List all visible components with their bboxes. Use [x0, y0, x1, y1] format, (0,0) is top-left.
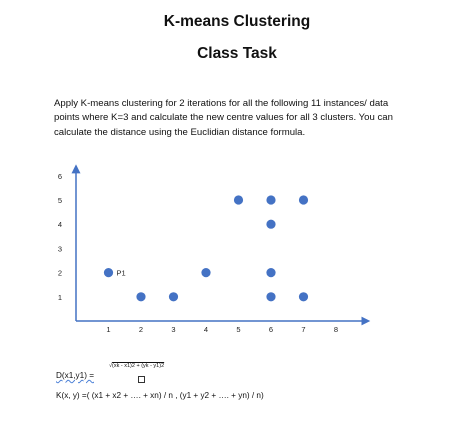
data-point: [104, 268, 113, 277]
sqrt-symbol: √: [109, 363, 113, 369]
page-subtitle: Class Task: [197, 45, 277, 62]
y-tick-label: 1: [57, 292, 62, 302]
distance-formula: [56, 371, 94, 380]
data-point: [136, 292, 145, 301]
data-point: [266, 292, 275, 301]
y-tick-label: 4: [57, 220, 62, 230]
y-tick-label: 3: [57, 244, 62, 254]
data-point: [299, 292, 308, 301]
distance-radicand: (xk - x1)2 + (yk - y1)2: [112, 363, 165, 369]
centroid-formula: [56, 391, 264, 400]
x-tick-label: 6: [268, 325, 274, 334]
data-point: [266, 195, 275, 204]
x-tick-label: 5: [236, 325, 241, 334]
placeholder-box: [138, 376, 145, 383]
y-tick-label: 5: [57, 196, 62, 205]
centroid-text: K(x, y) =( (x1 + x2 + …. + xn) / n , (y1 + y2 + …. + yn) / n): [56, 391, 264, 400]
data-point: [169, 292, 178, 301]
instructions-line: points where K=3 and calculate the new centre values for all 3 clusters. You can: [54, 112, 393, 124]
data-point: [266, 268, 275, 277]
data-point: [299, 195, 308, 204]
y-tick-label: 6: [57, 171, 62, 181]
x-tick-label: 7: [301, 325, 306, 334]
page-title: K-means Clustering: [163, 13, 311, 30]
data-point: [234, 195, 243, 204]
x-tick-label: 4: [203, 325, 209, 334]
data-point: [266, 220, 275, 229]
x-tick-label: 8: [333, 325, 339, 334]
point-label: P1: [116, 268, 126, 278]
x-tick-label: 1: [106, 325, 111, 334]
distance-lhs: D(x1,y1) =: [56, 371, 94, 380]
distance-sqrt: [109, 363, 164, 369]
instructions-line: Apply K-means clustering for 2 iterations for all the following 11 instances/ data: [54, 98, 389, 109]
y-tick-label: 2: [57, 268, 62, 278]
instructions-line: calculate the distance using the Euclidian distance formula.: [54, 126, 306, 138]
x-tick-label: 3: [171, 325, 176, 334]
data-point: [201, 268, 210, 277]
x-tick-label: 2: [138, 325, 144, 334]
